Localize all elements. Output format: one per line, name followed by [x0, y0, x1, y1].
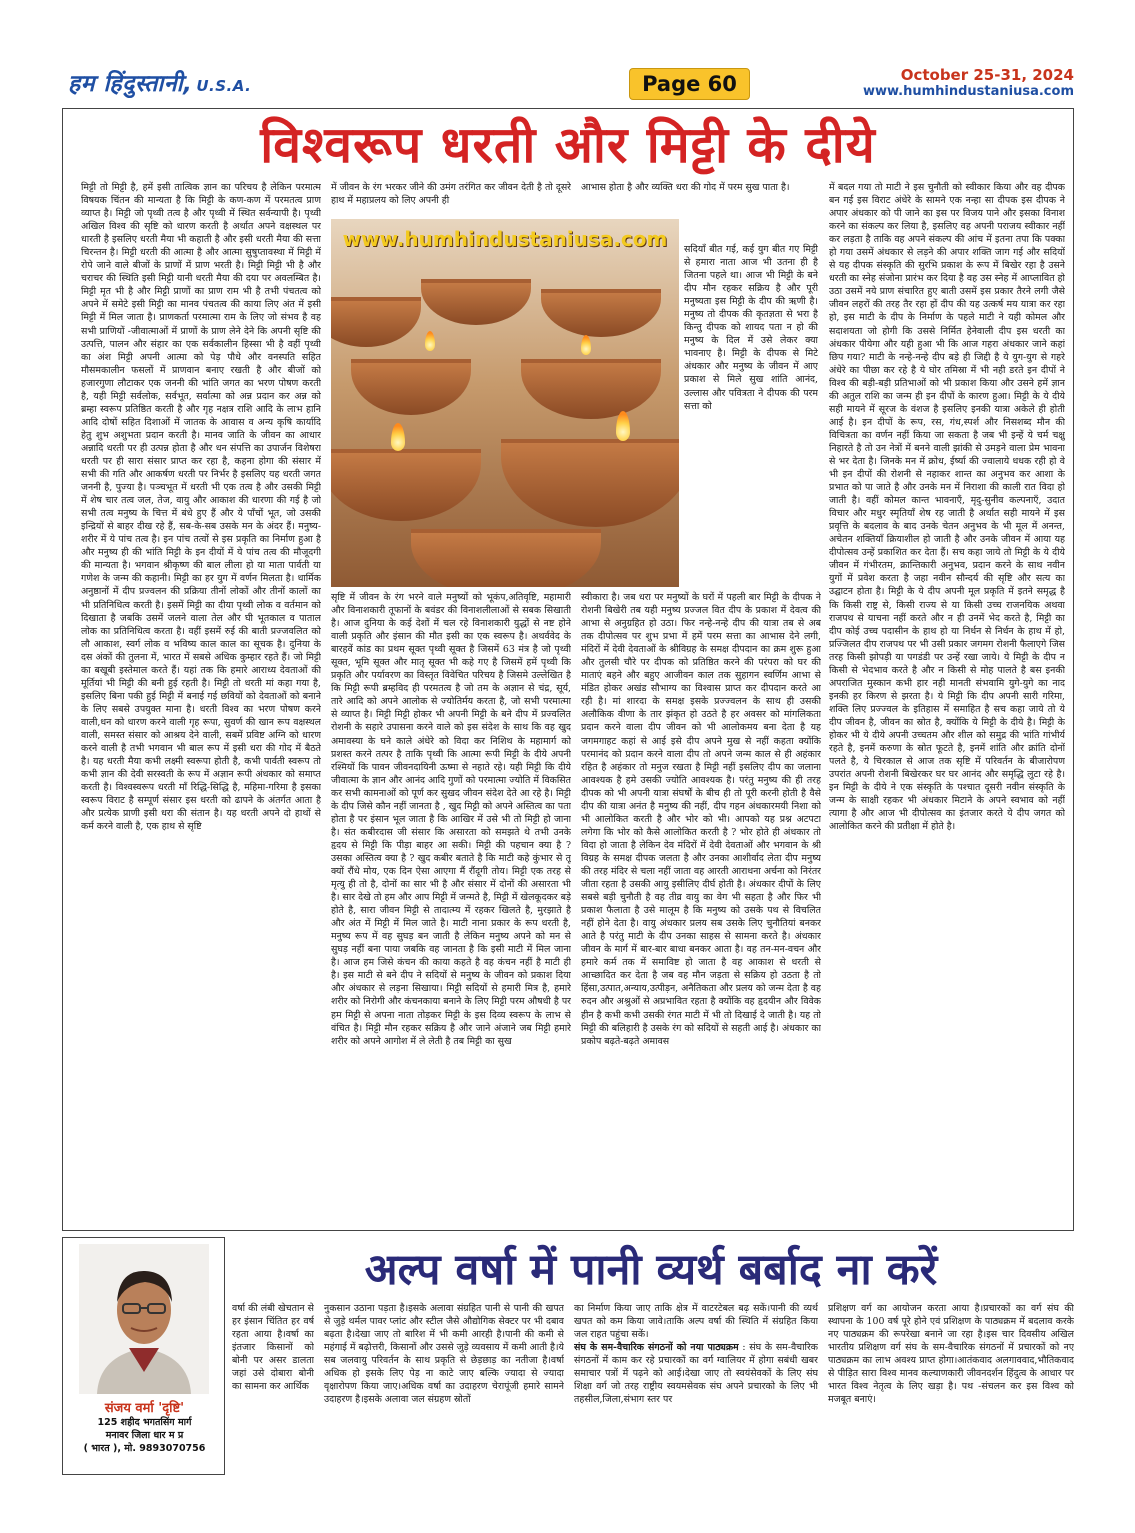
article2-column-4: प्रशिक्षण वर्ग का आयोजन करता आया है।प्रचारकों का वर्ग संघ की स्थापना के 100 वर्ष पूरे होने एवं प्रशिक्षण के पाठ्यक्रम में बदलाव करके नए पाठ्यक्रम की रूपरेखा बनाने जा रहा है।इस चार दिवसीय अखिल भारतीय प्रशिक्षण वर्ग संघ के सम-वैचारिक संगठनों में प्रचारकों को नए पाठ्यक्रम का लाभ अवश्य प्राप्त होगा।आतंकवाद अलगाववाद,भौतिकवाद से पीड़ित सारा विश्व मानव कल्याणकारी जीवनदर्शन हिंदुत्व के आधार पर भारत विश्व नेतृत्व के लिए खड़ा है। पथ -संचलन कर इस विश्व को मजबूत बनाएं। [828, 1303, 1074, 1406]
article2-column-3-text: का निर्माण किया जाए ताकि क्षेत्र में वाटरटेबल बढ़ सकें।पानी की व्यर्थ खपत को कम किया जावे।ताकि अल्प वर्षा की स्थिति में संग्रहित किया जल राहत पहुंचा सकें। [574, 1303, 818, 1341]
author-photo [79, 1244, 209, 1394]
article-column-4: में बदल गया तो माटी ने इस चुनौती को स्वीकार किया और वह दीपक बन गई इस विराट अंधेरे के सामने एक नन्हा सा दीपक इस दीपक ने अपार अंधकार को पी जाने का इस पर विजय पाने और इसका विनाश करने का संकल्प कर लिया है, इसलिए वह अपनी पराजय स्वीकार नहीं कर लड़ता है ताकि वह अपने संकल्प की आंच में इतना तपा कि पक्का हो गया उसमें अंधकार से लड़ने की अपार शक्ति जाग गई और सदियों से यह दीपक संस्कृति की सुरभि प्रकाश के रूप में बिखेर रहा है उसने धरती का स्नेह संजोना प्रारंभ कर दिया है वह उस स्नेह में आप्लावित हो उठा उसमें नये प्राण संचारित हुए बाती उसमें इस प्रकार तैरने लगी जैसे जीवन लहरों की तरह तैर रहा हों दीप की यह उत्कर्ष मय यात्रा कर रहा हो, इस माटी के दीप के निर्माण के पहले माटी ने यही कोमल और सदाशयता जो होगी कि उससे निर्मित हेनेवाली दीप इस धरती का अंधकार पीयेगा और यही हुआ भी कि आज गहरा अंधकार जाने कहां छिप गया? माटी के नन्हे-नन्हे दीप बड़े ही जिद्दी है ये युग-युग से गहरे अंधेरे का पीछा कर रहे है ये घोर तमिस्रा में भी नही डरते इन दीपों ने विश्व की बड़ी-बड़ी प्रतिभाओं को भी प्रकाश किया और उसने हमें ज्ञान की अतुल राशि का जन्म ही इन दीपों के कारण हुआ। मिट्टी के ये दीये सही मायने में सूरज के वंशज है इसलिए इनकी यात्रा अकेले ही होती आई है। इन दीपों के रूप, रस, गंध,स्पर्श और निसशब्द मौन की विचित्रता का वर्णन नहीं किया जा सकता है जब भी इन्हें ये चर्म चक्षु निहारते है तो उन नेत्रों में बनने वाली झांकी से उमड़ने वाला प्रेम भावना से भर देता है। जिनके मन में क्रोध, ईर्ष्या की ज्वालाये धधक रही हो वे भी इन दीपों की रोशनी से नहाकर शान्त का अनुभव कर आशा के प्रभात को पा जाते है और उनके मन में निराशा की काली रात विदा हो जाती है। वहीं कोमल कान्त भावनाएँ, मृदु-सुनीव कल्पनाएँ, उदात विचार और मधुर स्मृतियाँ शेष रह जाती है अर्थात सही मायने में इस प्रवृत्ति के बदलाव के बाद उनके चेतन अनुभव के भी मूल में अनन्त, अचेतन शक्तियाँ क्रियाशील हो जाती है और उनके जीवन में आया यह दीपोत्सव उन्हें प्रकाशित कर देता हैं। सच कहा जाये तो मिट्टी के ये दीये जीवन में गंभीरतम, क्रान्तिकारी अनुभव, प्रदान करने के साथ नवीन युगों में प्रवेश करता है जहा नवीन सौन्दर्य की सृष्टि और सत्य का उद्घाटन होता है। मिट्टी के ये दीप अपनी मूल प्रकृति में इतने समृद्ध है कि किसी राष्ट्र से, किसी राज्य से या किसी उच्च राजनयिक अथवा राजपथ से याचना नहीं करते और न ही उनमें भेद करते है, मिट्टी का दीप कोई उच्च पदासीन के हाथ हो या निर्धन से निर्धन के हाथ में हो, प्रज्जिलत दीप राजपथ पर भी उसी प्रकार जगमग रोशनी फैलाएगे जिस तरह किसी झोपड़ी या पगडंडी पर उन्हें रखा जाये। ये मिट्टी के दीप न किसी से भेदभाव करते है और न किसी से मोह पालते है बस इनकी अपराजित मुस्कान कभी हार नही मानती संभवामि युगे-युगे का नाद इनकी हर किरण से झरता है। ये मिट्टी कि दीप अपनी सारी गरिमा, शक्ति लिए प्रज्ज्वल के इतिहास में समाहित है सच कहा जाये तो ये दीप जीवन है, जीवन का स्रोत है, क्योंकि ये मिट्टी के दीये है। मिट्टी के होकर भी ये दीये अपनी उच्चतम और शील को समुद्र की भांति गांभीर्य रहते है, इनमें करुणा के स्रोत फूटते है, इनमें शांति और क्रांति दोनों पलते है, ये चिरकाल से आज तक सृष्टि में परिवर्तन के बीजारोपण उपरांत अपनी रोशनी बिखेरकर घर घर आनंद और समृद्धि लुटा रहे है। इन मिट्टी के दीये ने एक संस्कृति के पश्चात दूसरी नवीन संस्कृति के जन्म के साक्षी रहकर भी अंधकार मिटाने के अपने स्वभाव को नहीं त्यागा है और आज भी दीपोत्सव का इंतजार करते ये दीप जगत को आलोकित करने की प्रतीक्षा में होते है। [829, 182, 1065, 833]
article2-column-2: नुकसान उठाना पड़ता है।इसके अलावा संग्रहित पानी से पानी की खपत से जुड़े थर्मल पावर प्लांट और स्टील जैसे औद्योगिक सेक्टर पर भी दबाव बढ़ता है।देखा जाए तो बारिश में भी कमी आरही है।पानी की कमी से महंगाई में बढ़ोत्तरी, किसानों और उससे जुड़े व्यवसाय में कमी आती है।ये सब जलवायु परिवर्तन के साथ प्रकृति से छेड़छाड़ का नतीजा है।वर्षा अधिक हो इसके लिए पेड़ ना काटे जाए बल्कि ज्यादा से ज्यादा वृक्षारोपण किया जाए।अधिक वर्षा का उदाहरण चेरापूंजी हमारे सामने उदाहरण है।इसके अलावा जल संग्रहण स्रोतों [324, 1303, 564, 1406]
article-headline: विश्वरूप धरती और मिट्टी के दीये [260, 116, 876, 174]
article-lower-columns [331, 591, 821, 1227]
article-diyas [62, 108, 1074, 1231]
address-line: मनावर जिला धार म प्र [105, 1430, 184, 1441]
issue-date: October 25-31, 2024 [900, 66, 1074, 84]
flame-icon [425, 331, 435, 351]
article-column-3-top: आभास होता है और व्यक्ति धरा की गोद में परम सुख पाता है। [581, 182, 790, 193]
diya-lamp [501, 439, 679, 527]
brand-title: हम हिंदुस्तानी, [68, 71, 193, 97]
brand-suffix: U.S.A. [196, 77, 252, 95]
address-line: ( भारत ), मो. 9893070756 [83, 1443, 206, 1454]
article-column-2-top: में जीवन के रंग भरकर जीने की उमंग तरंगित कर जीवन देती है तो दूसरे हाथ में महाप्रलय को लिए अपनी ही [331, 182, 571, 207]
article2-subheading: संघ के सम-वैचारिक संगठनों को नया पाठ्यक्रम [574, 1342, 739, 1354]
diya-lamp [331, 297, 421, 347]
address-line: 125 शहीद भगतसिंग मार्ग [97, 1417, 192, 1428]
article-column-2-lower: सृष्टि में जीवन के रंग भरने वाले मनुष्यों को भूकंप,अतिवृष्टि, महामारी और विनाशकारी तूफानों के बवंडर की विनाशलीलाओं से सबक सिखाती है। आज दुनिया के कई देशों में चल रहे विनाशकारी युद्धों से नष्ट होने वाली प्रकृति और इंसान की मौत इसी का एक स्वरूप है। अथर्ववेद के बारहवें कांड का प्रथम सूक्त पृथ्वी सूक्त है जिसमें 63 मंत्र है जो पृथ्वी सूक्त, भूमि सूक्त और मातृ सूक्त भी कहे गए है जिसमें हमें पृथ्वी कि प्रकृति और पर्यावरण का विस्तृत विवेचित परिचय है जिसमे उल्लेखित है कि मिट्टी रूपी ब्रम्हविद ही परमतत्व है जो तम के अज्ञान से चंद्र, सूर्य, तारे आदि को अपने आलोक से ज्योतिर्मय करता है, जो सभी परमात्मा से व्याप्त है। मिट्टी मिट्टी होकर भी अपनी मिट्टी के बने दीप में प्रज्वलित रोशनी के सहारे उपासना करने वाले को इस संदेश के साथ कि वह खुद अमावस्या के घने काले अंधेरे को विदा कर निशिथ के महामार्ग को प्रशस्त करने तत्पर है ताकि पृथ्वी कि आत्मा रूपी मिट्टी के दीये अपनी रश्मियों कि पावन जीवनदायिनी ऊष्मा से नहाते रहे। यही मिट्टी कि दीये जीवात्मा के ज्ञान और आनंद आदि गुणों को परमात्मा ज्योति में विकसित कर सभी कामनाओं को पूर्ण कर सुखद जीवन संदेश देते आ रहे है। मिट्टी के दीप जिसे कौन नहीं जानता है , खुद मिट्टी को अपने अस्तित्व का पता होता है पर इंसान भूल जाता है कि आखिर में उसे भी तो मिट्टी हो जाना है। संत कबीरदास जी संसार कि असारता को समझते थे तभी उनके हृदय से मिट्टी कि पीड़ा बाहर आ सकी। मिट्टी की पहचान क्या है ? उसका अस्तित्व क्या है ? खुद कबीर बताते है कि माटी कहे कुंभार से तू क्यों रौंधे मोय, एक दिन ऐसा आएगा मैं रौंदूगी तोय। मिट्टी एक तरह से मृत्यु ही तो है, दोनों का सार भी है और संसार में दोनों की असारता भी है। सार देखे तो हम और आप मिट्टी में जन्मते है, मिट्टी में खेलकूदकर बड़े होते है, सारा जीवन मिट्टी से तादात्म्य में रहकर खिलते है, मुरझाते है और अंत में मिट्टी में मिल जाते है। माटी नाना प्रकार के रूप धरती है, मनुष्य रूप में वह सुघड़ बन जाती है लेकिन मनुष्य अपने को मन से सुघड़ नहीं बना पाया जबकि वह जानता है कि इसी माटी में मिल जाना है। आज हम जिसे कंचन की काया कहते है वह कंचन नहीं है माटी ही है। इस माटी से बने दीप ने सदियों से मनुष्य के जीवन को प्रकाश दिया और अंधकार से लड़ना सिखाया। मिट्टी सदियों से हमारी मित्र है, हमारे शरीर को निरोगी और कंचनकाया बनाने के लिए मिट्टी परम औषधी है पर हम मिट्टी से अपना नाता तोड़कर मिट्टी के इस दिव्य स्वरूप के लाभ से वंचित है। मिट्टी मौन रहकर सक्रिय है और जाने अंजाने जब मिट्टी हमारे शरीर को अपने आगोश में ले लेती है तब मिट्टी का सुख [331, 592, 571, 1047]
article2-headline: अल्प वर्षा में पानी व्यर्थ बर्बाद ना करें [364, 1245, 938, 1295]
author-address [67, 1416, 222, 1455]
article2-column-3 [574, 1302, 818, 1477]
flame-icon [581, 335, 591, 355]
page-number-tab: Page 60 [629, 68, 750, 100]
article2-column-1: वर्षा की लंबी खेचतान से हर इंसान चिंतित हर वर्ष रहता आया है।वर्षा का इंतजार किसानों को बोनी पर असर डालता जहां उसे दोबारा बोनी का सामना कर आर्थिक [232, 1303, 314, 1393]
article-column-3-side: सदियाँ बीत गई, कई युग बीत गए मिट्टी से हमारा नाता आज भी उतना ही है जितना पहले था। आज भी मिट्टी के बने दीप मौन रहकर सक्रिय है और पूरी मनुष्यता इस मिट्टी के दीप की ऋणी है। मनुष्य तो दीपक की कृतज्ञता से भरा है किन्तु दीपक को शायद पता न हो की मनुष्य के दिल में उसे लेकर क्या भावनाए है। मिट्टी के दीपक से मिटे अंधकार और मनुष्य के जीवन में आए प्रकाश से मिले सुख शांति आनंद, उल्लास और पवित्रता ने दीपक की परम सत्ता को [684, 244, 818, 412]
author-name: संजय वर्मा 'दृष्टि' [104, 1401, 185, 1416]
flame-icon [616, 411, 630, 441]
diya-lamp [421, 279, 531, 325]
article-column-1: मिट्टी तो मिट्टी है, हमें इसी तात्विक ज्ञान का परिचय है लेकिन परमात्म विषयक चिंतन की मान्यता है कि मिट्टी के कण-कण में परमतत्व प्राण व्याप्त है। मिट्टी जो पृथ्वी तत्व है और पृथ्वी में स्थित सर्वन्यापी है। पृथ्वी अखिल विश्व की सृष्टि को धारण करती है अर्थात अपने वक्षस्थल पर धारती है इसलिए धरती मैया भी कहाती है और इसी धरती मैया की सत्ता चिरन्तन है। मिट्टी धरती की आत्मा है और आत्मा सुषुप्तावस्था में मिट्टी में रोपे जाने वाले बीजों के प्राणों में प्राण भरती है। मिट्टी मिट्टी भी है और चराचर की स्थिति इसी मिट्टी यानी धरती मैया की दया पर अवलम्बित है। मिट्टी मृत भी है और मिट्टी प्राणों का प्राण राम भी है तभी पंचतत्व को अपने में समेटे इसी मिट्टी का मानव पंचतत्व की काया लिए अंत में इसी मिट्टी में मिल जाता है। प्राणकर्ता परमात्मा राम के लिए जो संभव है वह सभी प्राणियों -जीवात्माओं में प्राणों के प्राण लेने देने कि अपनी सृष्टि की उत्पत्ति, पालन और संहार का एक सर्वकालीन हिस्सा भी है वहीं पृथ्वी का अंश मिट्टी अपनी आत्मा को पेड़ पौधे और वनस्पति सहित मौसमकालीन फसलों में प्राणवान बनाए रखती है और बीजों को हजारगुणा लौटाकर एक जननी की भांति जगत का भरण पोषण करती है, यही मिट्टी सर्वलोक, सर्वभूत, सर्वात्मा को अन्न प्रदान कर अन्न को ब्रम्हा स्वरूप प्रतिष्ठित करती है और गृह नक्षत्र राशि आदि के लाभ हानि आदि दोषों सहित दिशाओं में जातक के आवास व अन्य कृषि कार्यादि हेतु शुभ अशुभता प्रदान करती है। मानव जाति के जीवन का आधार अन्नादि धरती पर ही उत्पन्न होता है और धन संपत्ति का उपार्जन विशेषरा धरती पर ही सारा संसार प्राप्त कर रहा है, कहना होगा की संसार में सभी की गति और आकर्षण धरती पर निर्भर है इसलिए यह धरती जगत जननी है, पुज्या है। पञ्चभूत में धरती भी एक तत्व है और उसकी मिट्टी में शेष चार तत्व जल, तेज, वायु और आकाश की धारणा की गई है जो सभी तत्व मनुष्य के चित्त में बंधे हुए हैं और ये पाँचों भूत, जो उसकी इन्द्रियों से बाहर दीख रहे हैं, सब-के-सब उसके मन के अंदर हैं। मनुष्य- शरीर में ये पांच तत्व है। इन पांच तत्वों से इस प्रकृति का निर्माण हुआ है और मनुष्य ही की भांति मिट्टी के इन दीयों में ये पांच तत्व की मौजूदगी की मान्यता है। भगवान श्रीकृष्ण की बाल लीला हो या माता पार्वती या गणेश के जन्म की कहानी। मिट्टी का हर युग में वर्णन मिलता है। धार्मिक अनुष्ठानों में दीप प्रज्वलन की प्रक्रिया तीनों लोकों और तीनों कालों का भी प्रतिनिधित्व करती है। इसमें मिट्टी का दीया पृथ्वी लोक व वर्तमान को दिखाता है जबकि उसमें जलने वाला तेल और घी भूतकाल व पाताल लोक का प्रतिनिधित्व करता है। वहीं इसमें रुई की बाती प्रज्जवलित को लौ आकाश, स्वर्ग लोक व भविष्य काल काल का सूचक है। दुनिया के दस अंकों की तुलना में, भारत में सबसे अधिक कुम्हार रहते हैं। जो मिट्टी का बखूबी इस्तेमाल करते हैं। यहां तक कि हमारे आराध्य देवताओं की मूर्तियां भी मिट्टी की बनी हुई रहती है। मिट्टी तो धरती मां कहा गया है, इसलिए बिना पकी हुई मिट्टी में बनाई गई छवियों को देवताओं को बनाने के लिए सबसे उपयुक्त माना है। धरती विश्व का भरण पोषण करने वाली,धन को धारण करने वाली गृह रूपा, सुवर्ण की खान रूप वक्षस्थल वाली, समस्त संसार को आश्रय देने वाली, सबमें प्रविष्ट अग्नि को धारण करने वाली है तभी भगवान भी बाल रूप में इसी धरा की गोद में बैठते है। यह धरती मैया कभी लक्ष्मी स्वरूपा होती है, कभी पार्वती स्वरूप तो कभी ज्ञान की देवी सरस्वती के रूप में अज्ञान रूपी अंधकार को समाप्त करती है। विश्वस्वरूप धरती माँ रिद्धि-सिद्धि है, महिमा-गरिमा है इसका स्वरूप विराट है सम्पूर्ण संसार इस धरती को ढापने के अंतर्गत आता है और प्रत्येक प्राणी इसी धरा की संतान है। यह धरती अपने दो हाथों से कर्म करने वाली है, एक हाथ से सृष्टि [81, 182, 321, 833]
article-water [232, 1302, 1074, 1477]
author-portrait-icon [79, 1244, 209, 1394]
diya-lamp [541, 289, 661, 337]
diya-lamp [521, 359, 661, 419]
diyas-photo [331, 219, 679, 587]
publication-name [68, 66, 251, 98]
diya-lamp [351, 359, 471, 415]
masthead [62, 62, 1074, 102]
website-link[interactable]: www.humhindustaniusa.com [862, 84, 1074, 99]
author-box [62, 1237, 225, 1475]
article-column-3-lower: स्वीकारा है। जब धरा पर मनुष्यों के घरों में पहली बार मिट्टी के दीपक ने रोशनी बिखेरी तब यही मनुष्य प्रज्जल वित दीप के प्रकाश में देवत्व की आभा से अनुग्रहित हो उठा। फिर नन्हे-नन्हे दीप की यात्रा तब से अब तक दीपोत्सव पर शुभ प्रभा में हमें परम सत्ता का आभास देने लगी, मंदिरों में देवी देवताओं के श्रीविग्रह के समक्ष दीपदान का क्रम शुरू हुआ और तुलसी चौरे पर दीपक को प्रतिष्ठित करने की परंपरा को घर की माताएं बहने और बहुए आजीवन काल तक सुहागन स्वर्णिम आभा से मंडित होकर अखंड सौभाग्य का विश्वास प्राप्त कर दीपदान करते आ रही है। मां शारदा के समक्ष इसके प्रज्ज्वलन के साथ ही उसकी अलौकिक वीणा के तार झंकृत हो उठते है हर अवसर को मांगलिकता प्रदान करने वाला दीप जीवन को भी आलोकमय बना देता है यह जगमगाहट कहां से आई इसे दीप अपने मुख से नहीं कहता क्योंकि परमानंद को प्रदान करने वाला दीप तो अपने जन्म काल से ही अहंकार रहित है अहंकार तो मनुज रखता है मिट्टी नहीं इसलिए दीप का जलाना आवश्यक है हमे उसकी ज्योति आवश्यक है। परंतु मनुष्य की ही तरह दीपक को भी अपनी यात्रा संघर्षों के बीच ही तो पूरी करनी होती है वैसे दीप की यात्रा अनंत है मनुष्य की नहीं, दीप गहन अंधकारमयी निशा को भी आलोकित करती है और भोर को भी। आपको यह प्रश्न अटपटा लगेगा कि भोर को कैसे आलोकित करती है ? भोर होते ही अंधकार तो विदा हो जाता है लेकिन देव मंदिरों में देवी देवताओं और भगवान के श्री विग्रह के समक्ष दीपक जलता है और उनका आशीर्वाद लेता दीप मनुष्य की तरह मंदिर से चला नहीं जाता वह आरती आराधना अर्चना को निरंतर जीता रहता है उसकी आयु इसीलिए दीर्घ होती है। अंधकार दीपों के लिए सबसे बड़ी चुनौती है वह तीव्र वायु का वेग भी सहता है और फिर भी प्रकाश फैलाता है उसे मालूम है कि मनुष्य को उसके पथ से विचलित नहीं होने देता है। वायु अंधकार प्रलय सब उसके लिए चुनौतियां बनकर आते है परंतु माटी के दीप उनका साहस से सामना करते है। अंधकार जीवन के मार्ग में बार-बार बाधा बनकर आता है। वह तन-मन-वचन और हमारे कर्म तक में समाविष्ट हो जाता है वह आकाश से धरती से आच्छादित कर देता है जब वह मौन जड़ता से सक्रिय हो उठता है तो हिंसा,उत्पात,अन्याय,उत्पीड़न, अनैतिकता और प्रलय को जन्म देता है वह रुदन और अश्रुओं से अप्रभावित रहता है क्योंकि वह हृदयीन और विवेक हीन है कभी कभी उसकी रंगत माटी में भी तो दिखाई दे जाती है। यह तो मिट्टी की बलिहारी है उसके रंग को सदियों से सहती आई है। अंधकार का प्रकोप बढ़ते-बढ़ते अमावस [581, 592, 821, 1047]
flame-icon [391, 423, 405, 451]
photo-watermark: www.humhindustaniusa.com [342, 227, 668, 251]
article2-column-3-text2: : संघ के सम-वैचारिक संगठनों में काम कर रहे प्रचारकों का वर्ग ग्वालियर में होगा सबंधी खबर समाचार पत्रों में पढ़ने को आई।देखा जाए तो स्वयंसेवकों के लिए संघ शिक्षा वर्ग जो तरह राष्ट्रीय स्वयमसेवक संघ अपने प्रचारको के लिए भी तहसील,जिला,संभाग स्तर पर [574, 1342, 818, 1406]
diya-lamp [411, 529, 601, 587]
diya-lamp [331, 449, 481, 521]
